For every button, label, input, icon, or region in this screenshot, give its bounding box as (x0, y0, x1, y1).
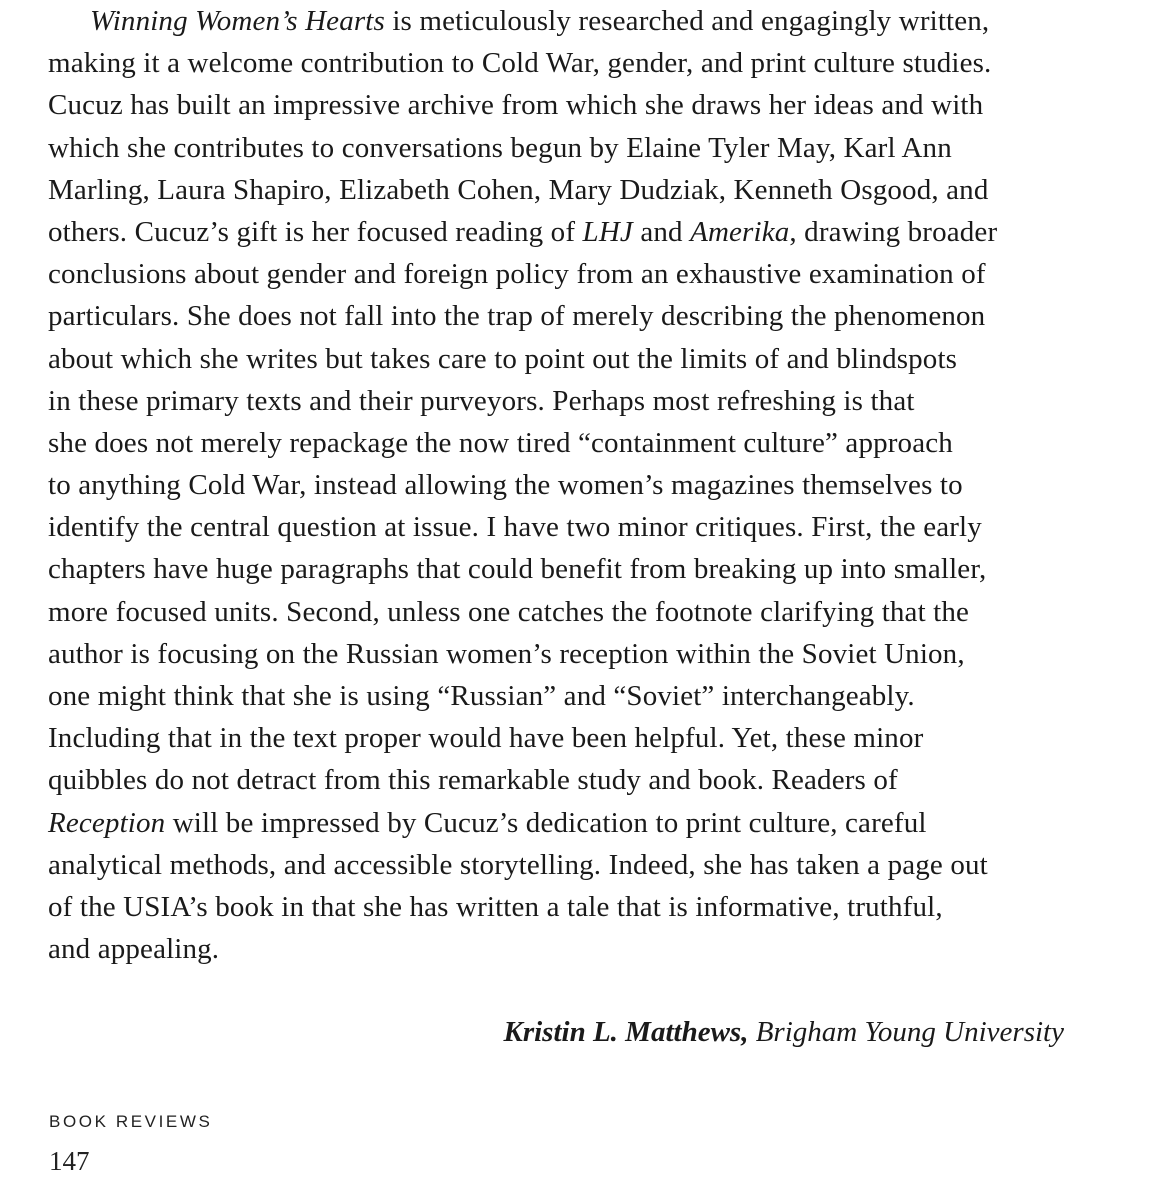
text-run: author is focusing on the Russian women’s reception within the Soviet Union, (48, 637, 965, 670)
text-line (48, 844, 1128, 886)
text-run: Marling, Laura Shapiro, Elizabeth Cohen, Mary Dudziak, Kenneth Osgood, and (48, 173, 989, 206)
text-run: others. Cucuz’s gift is her focused reading of (48, 215, 583, 248)
text-line (48, 422, 1128, 464)
text-run: is meticulously researched and engagingly written, (384, 5, 990, 37)
text-line (48, 886, 1128, 928)
text-run: conclusions about gender and foreign policy from an exhaustive examination of (48, 258, 986, 291)
text-line (48, 802, 1128, 844)
text-run: making it a welcome contribution to Cold War, gender, and print culture studies. (48, 47, 992, 80)
text-line (48, 759, 1128, 801)
text-run: analytical methods, and accessible storytelling. Indeed, she has taken a page out (48, 848, 988, 881)
text-run: which she contributes to conversations begun by Elaine Tyler May, Karl Ann (48, 131, 952, 164)
text-run: Including that in the text proper would have been helpful. Yet, these minor (48, 722, 924, 755)
text-line (48, 84, 1128, 126)
text-run: of the USIA’s book in that she has written a tale that is informative, truthful, (48, 890, 943, 923)
page-number: 147 (49, 1146, 90, 1176)
text-run: will be impressed by Cucuz’s dedication to print culture, careful (165, 806, 927, 839)
text-line (48, 506, 1128, 548)
text-run: and (632, 215, 691, 248)
text-run: chapters have huge paragraphs that could benefit from breaking up into smaller, (48, 553, 987, 586)
text-line (48, 295, 1128, 337)
reviewer-affiliation: Brigham Young University (748, 1016, 1064, 1048)
text-run: about which she writes but takes care to point out the limits of and blindspots (48, 342, 958, 375)
text-line (48, 42, 1128, 84)
italic-title: Winning Women’s Hearts (90, 5, 385, 37)
text-run: quibbles do not detract from this remarkable study and book. Readers of (48, 764, 898, 797)
text-line (48, 717, 1128, 759)
text-line (48, 211, 1128, 253)
text-run: and appealing. (48, 933, 220, 966)
running-head: BOOK REVIEWS (49, 1112, 213, 1131)
text-line (48, 464, 1128, 506)
italic-title: LHJ (582, 215, 633, 248)
text-line (48, 928, 1128, 970)
italic-title: Amerika (690, 215, 790, 248)
text-run: she does not merely repackage the now tired “containment culture” approach (48, 426, 953, 459)
text-run: , drawing broader (789, 215, 998, 248)
text-line (48, 0, 1128, 42)
text-line (48, 338, 1128, 380)
text-run: in these primary texts and their purveyors. Perhaps most refreshing is that (48, 384, 915, 417)
text-run: identify the central question at issue. I have two minor critiques. First, the early (48, 511, 982, 544)
text-line (48, 380, 1128, 422)
text-line (48, 675, 1128, 717)
reviewer-name: Kristin L. Matthews, (503, 1016, 749, 1048)
review-paragraph (48, 0, 1128, 970)
text-run: more focused units. Second, unless one catches the footnote clarifying that the (48, 595, 970, 628)
italic-title: Reception (48, 806, 166, 839)
text-line (48, 548, 1128, 590)
text-line (48, 127, 1128, 169)
text-line (48, 633, 1128, 675)
text-line (48, 591, 1128, 633)
text-run: one might think that she is using “Russian” and “Soviet” interchangeably. (48, 680, 915, 712)
text-line (48, 169, 1128, 211)
text-run: particulars. She does not fall into the trap of merely describing the phenomenon (48, 300, 986, 333)
text-run: to anything Cold War, instead allowing the women’s magazines themselves to (48, 469, 963, 502)
text-run: Cucuz has built an impressive archive from which she draws her ideas and with (48, 89, 984, 122)
text-line (48, 253, 1128, 295)
review-signature (504, 1016, 1065, 1049)
